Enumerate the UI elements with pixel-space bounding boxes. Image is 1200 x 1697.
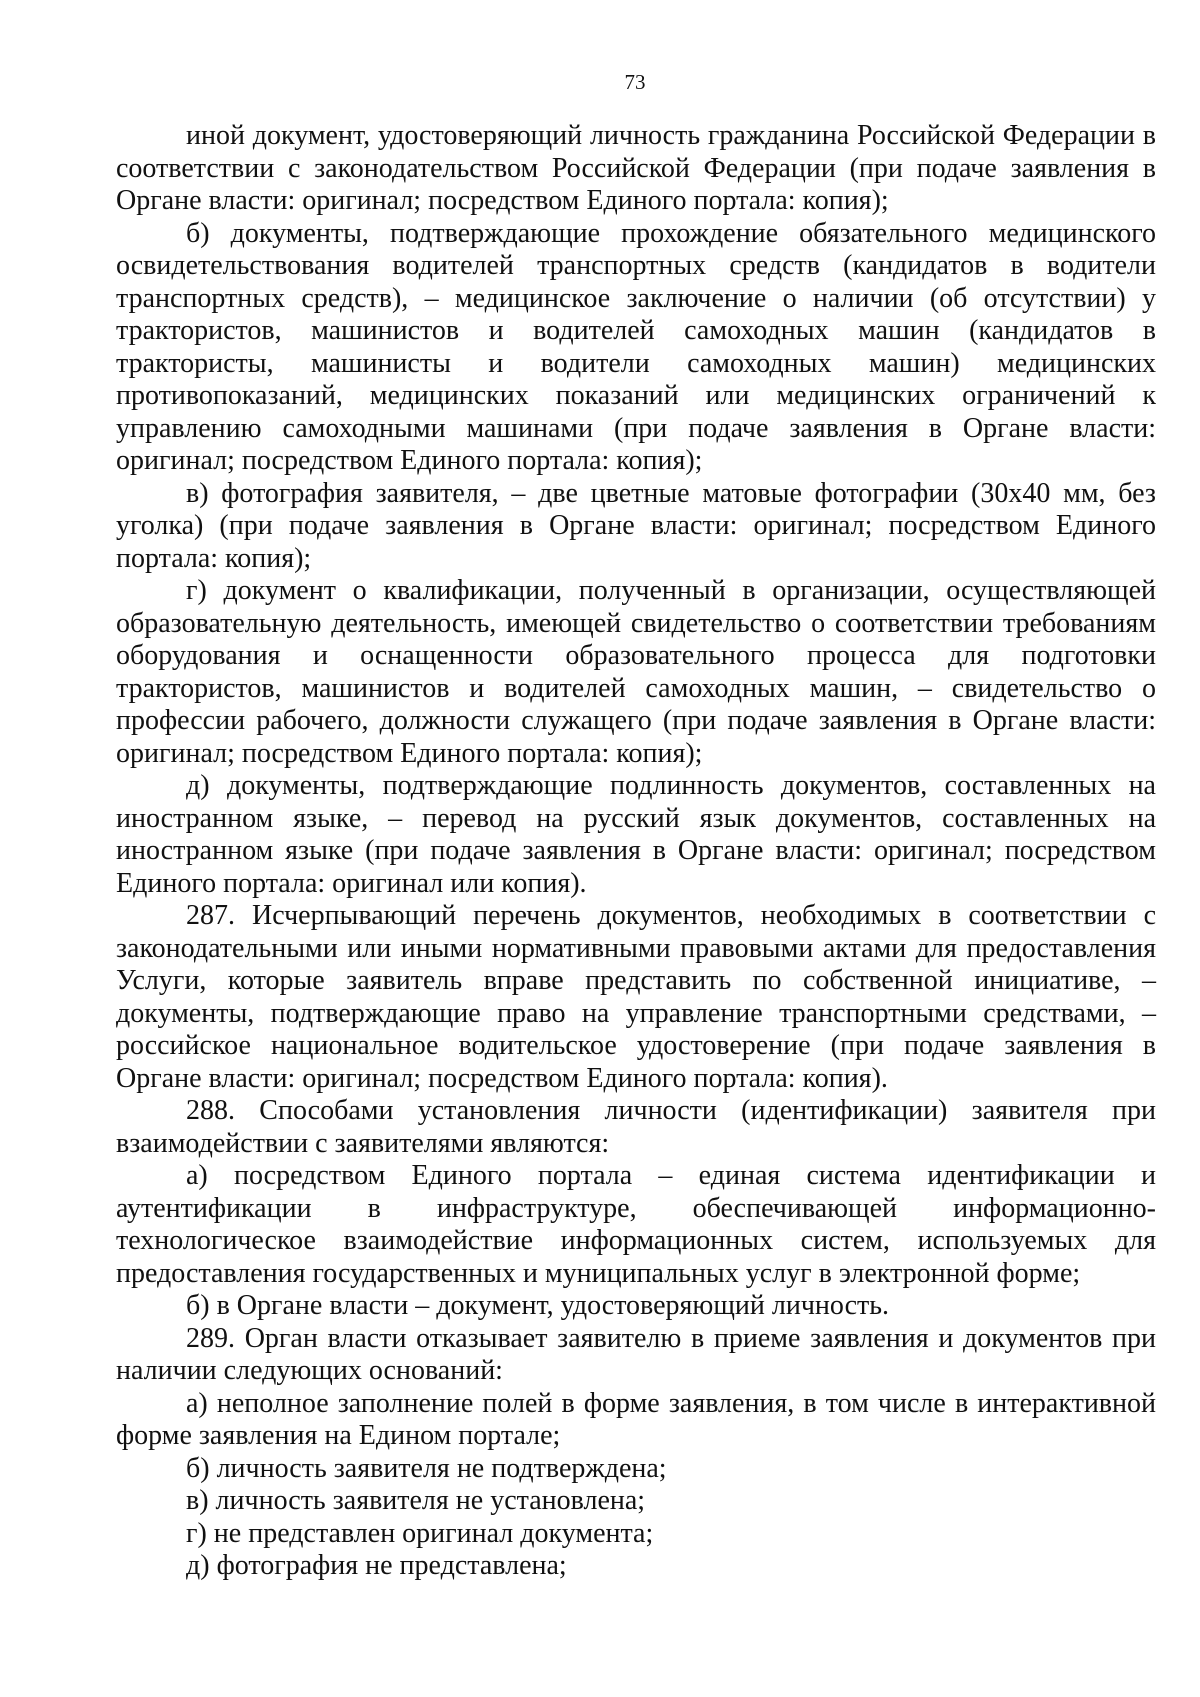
- paragraph-item-d-translation: д) документы, подтверждающие подлинность документов, составленных на иностранном языке, – перевод на русский язык документов, составленных на иностранном языке (при подаче заявления в Органе власти: оригинал; посредством Единого портала: оригинал или копия).: [116, 770, 1156, 899]
- page-number: 73: [624, 70, 646, 94]
- paragraph-item-v-photo: в) фотография заявителя, – две цветные матовые фотографии (30х40 мм, без уголка) (при подаче заявления в Органе власти: оригинал; посредством Единого портала: копия);: [116, 477, 1156, 574]
- paragraph-287: 287. Исчерпывающий перечень документов, необходимых в соответствии с законодательными или иными нормативными правовыми актами для предоставления Услуги, которые заявитель вправе представить по собственной инициативе, – документы, подтверждающие право на управление транспортными средствами, – российское национальное водительское удостоверение (при подаче заявления в Органе власти: оригинал; посредством Единого портала: копия).: [116, 900, 1156, 1094]
- paragraph-289-item-d: д) фотография не представлена;: [186, 1550, 567, 1581]
- paragraph-288-item-b: б) в Органе власти – документ, удостоверяющий личность.: [186, 1290, 890, 1321]
- document-body: [116, 120, 1156, 1583]
- paragraph-288: 288. Способами установления личности (идентификации) заявителя при взаимодействии с заявителями являются:: [116, 1095, 1156, 1159]
- paragraph-289-item-b: б) личность заявителя не подтверждена;: [186, 1452, 667, 1484]
- paragraph-289: 289. Орган власти отказывает заявителю в приеме заявления и документов при наличии следующих оснований:: [116, 1322, 1156, 1386]
- paragraph-289-item-a: а) неполное заполнение полей в форме заявления, в том числе в интерактивной форме заявления на Едином портале;: [116, 1387, 1156, 1451]
- paragraph-item-g-qualification: г) документ о квалификации, полученный в организации, осуществляющей образовательную деятельность, имеющей свидетельство о соответствии требованиям оборудования и оснащенности образовательного процесса для подготовки трактористов, машинистов и водителей самоходных машин, – свидетельство о профессии рабочего, должности служащего (при подаче заявления в Органе власти: оригинал; посредством Единого портала: копия);: [116, 575, 1156, 769]
- paragraph-identity-document: иной документ, удостоверяющий личность гражданина Российской Федерации в соответствии с законодательством Российской Федерации (при подаче заявления в Органе власти: оригинал; посредством Единого портала: копия);: [116, 120, 1156, 216]
- paragraph-289-item-v: в) личность заявителя не установлена;: [186, 1485, 646, 1516]
- paragraph-item-b-medical: б) документы, подтверждающие прохождение обязательного медицинского освидетельствования водителей транспортных средств (кандидатов в водители транспортных средств), – медицинское заключение о наличии (об отсутствии) у трактористов, машинистов и водителей самоходных машин (кандидатов в трактористы, машинисты и водители самоходных машин) медицинских противопоказаний, медицинских показаний или медицинских ограничений к управлению самоходными машинами (при подаче заявления в Органе власти: оригинал; посредством Единого портала: копия);: [116, 217, 1156, 476]
- paragraph-288-item-a: а) посредством Единого портала – единая система идентификации и аутентификации в инфраструктуре, обеспечивающей информационно-технологическое взаимодействие информационных систем, используемых для предоставления государственных и муниципальных услуг в электронной форме;: [116, 1160, 1156, 1289]
- paragraph-289-item-g: г) не представлен оригинал документа;: [186, 1517, 654, 1549]
